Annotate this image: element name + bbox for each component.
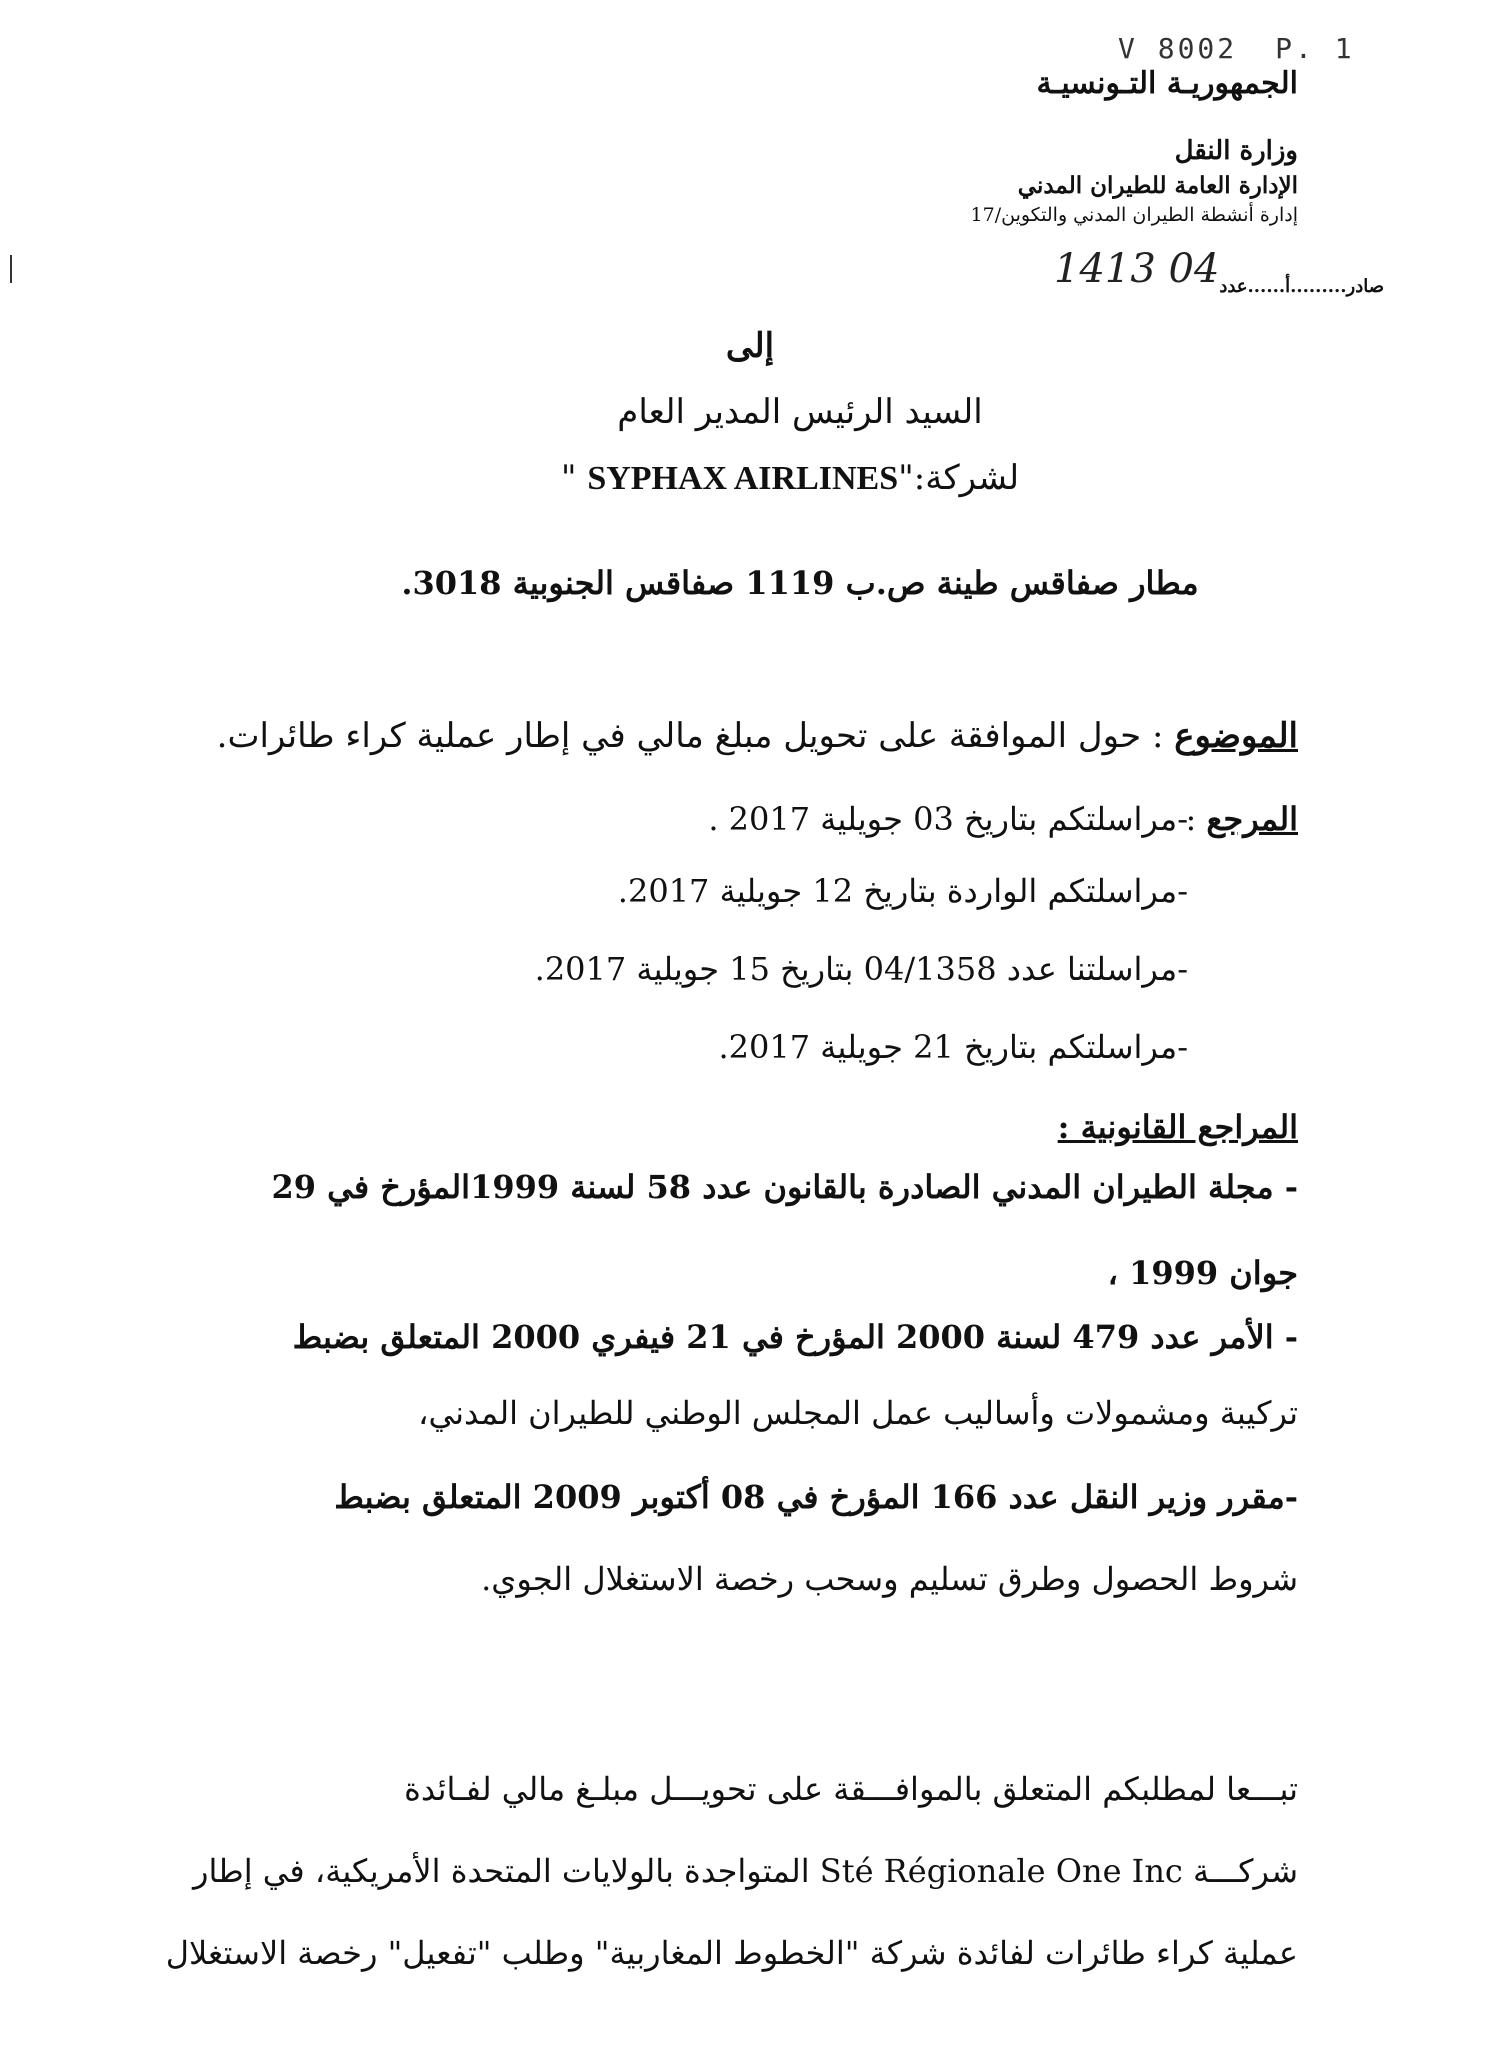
- legal-reference-line: جوان 1999 ،: [1107, 1254, 1298, 1292]
- body-line: شركـــة Sté Régionale One Inc المتواجدة بالولايات المتحدة الأمريكية، في إطار: [193, 1852, 1298, 1890]
- reference-item: -مراسلتكم الواردة بتاريخ 12 جويلية 2017.: [617, 872, 1188, 910]
- company-prefix: لشركة:": [898, 458, 1020, 498]
- fax-header: [1118, 32, 1393, 65]
- company-address: مطار صفاقس طينة ص.ب 1119 صفاقس الجنوبية 3018.: [401, 564, 1199, 602]
- ministry-title: وزارة النقل: [1174, 136, 1298, 166]
- references-separator: :: [1185, 800, 1207, 838]
- legal-reference-line: -مقرر وزير النقل عدد 166 المؤرخ في 08 أكتوبر 2009 المتعلق بضبط: [334, 1478, 1298, 1516]
- references-label-line: [1185, 800, 1298, 838]
- to-label: إلى: [725, 326, 775, 366]
- company-name: SYPHAX AIRLINES: [587, 460, 899, 497]
- margin-mark: [10, 255, 12, 283]
- references-label: المرجع: [1206, 800, 1298, 838]
- body-line: تبـــعا لمطلبكم المتعلق بالموافـــقة على تحويـــل مبلـغ مالي لفـائدة: [404, 1770, 1298, 1808]
- body-line: عملية كراء طائرات لفائدة شركة "الخطوط المغاربية" وطلب "تفعيل" رخصة الاستغلال: [165, 1934, 1298, 1972]
- republic-title: الجمهوريـة التـونسيـة: [1036, 66, 1298, 101]
- legal-reference-line: - مجلة الطيران المدني الصادرة بالقانون عدد 58 لسنة 1999المؤرخ في 29: [271, 1168, 1298, 1206]
- reference-item: -مراسلتنا عدد 04/1358 بتاريخ 15 جويلية 2017.: [534, 950, 1188, 988]
- company-suffix: ": [560, 458, 588, 498]
- issued-label: صادر.........أ......عدد: [1219, 276, 1384, 297]
- reference-item: -مراسلتكم بتاريخ 21 جويلية 2017.: [718, 1028, 1188, 1066]
- legal-reference-line: - الأمر عدد 479 لسنة 2000 المؤرخ في 21 فيفري 2000 المتعلق بضبط: [292, 1318, 1298, 1356]
- legal-reference-line: تركيبة ومشمولات وأساليب عمل المجلس الوطني للطيران المدني،: [418, 1394, 1298, 1432]
- addressee: السيد الرئيس المدير العام: [617, 392, 983, 432]
- legal-reference-line: شروط الحصول وطرق تسليم وسحب رخصة الاستغلال الجوي.: [481, 1560, 1298, 1598]
- directorate-title: الإدارة العامة للطيران المدني: [1017, 172, 1298, 199]
- reference-number: [1054, 246, 1384, 306]
- fax-page: P. 1: [1275, 32, 1355, 65]
- subject-label: الموضوع: [1174, 716, 1298, 756]
- subject-line: [217, 716, 1298, 756]
- subject-text: : حول الموافقة على تحويل مبلغ مالي في إطار عملية كراء طائرات.: [216, 716, 1164, 756]
- department-title: إدارة أنشطة الطيران المدني والتكوين/17: [970, 204, 1298, 226]
- company-line: [290, 458, 1290, 498]
- handwritten-ref: 1413 04: [1054, 246, 1220, 292]
- legal-references-label: المراجع القانونية :: [1057, 1108, 1298, 1146]
- fax-number: V 8002: [1118, 32, 1238, 65]
- reference-item: -مراسلتكم بتاريخ 03 جويلية 2017 .: [708, 800, 1188, 838]
